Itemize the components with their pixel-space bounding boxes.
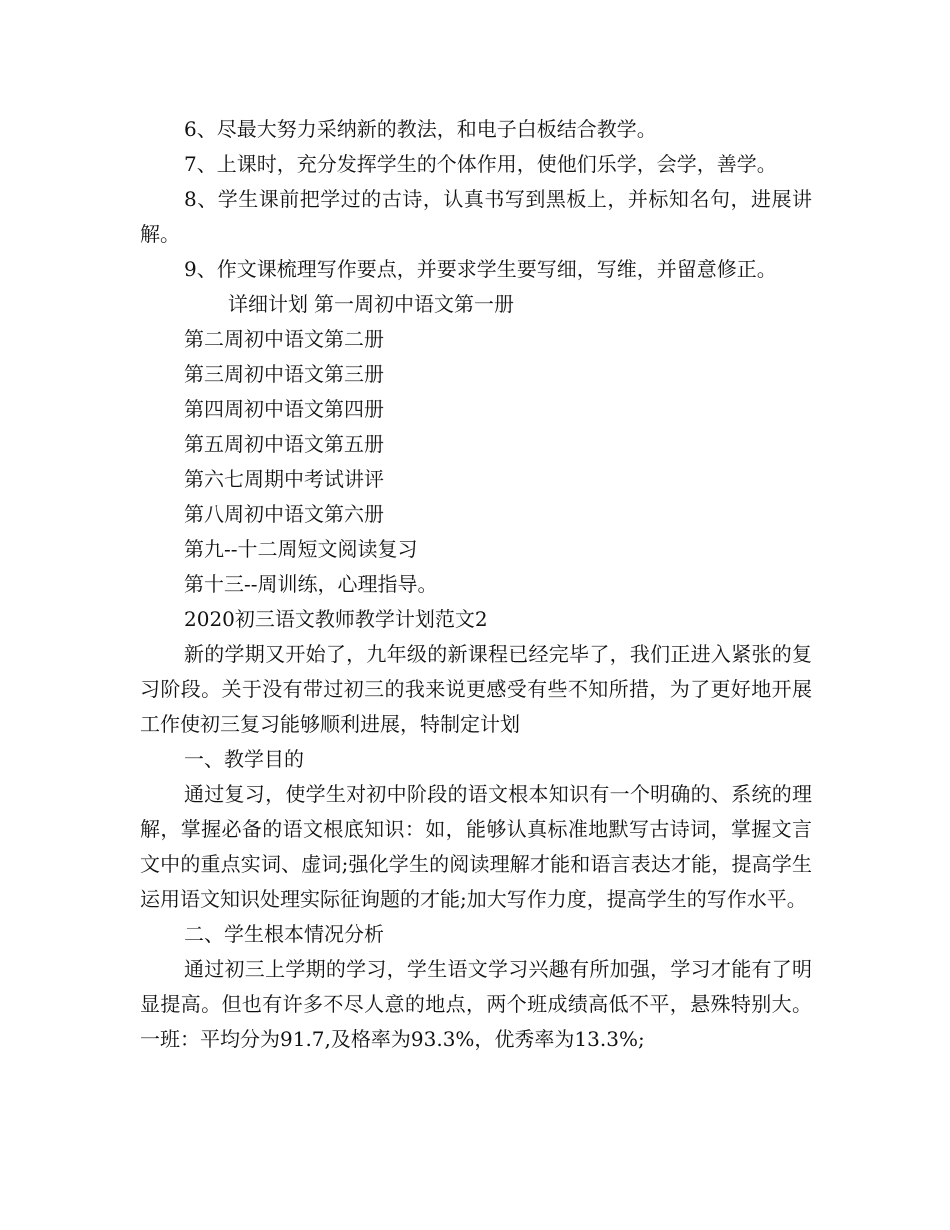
- paragraph-item-8: 8、学生课前把学过的古诗，认真书写到黑板上，并标知名句，进展讲解。: [140, 187, 812, 246]
- plan-week-4: 第四周初中语文第四册: [184, 397, 384, 421]
- plan-row: [140, 287, 812, 322]
- analysis-paragraph: 通过初三上学期的学习，学生语文学习兴趣有所加强，学习才能有了明显提高。但也有许多不尽人意的地点，两个班成绩高低不平，悬殊特别大。一班：平均分为91.7,及格率为93.3%，优秀率为13.3%;: [140, 957, 812, 1051]
- plan-week-3: 第三周初中语文第三册: [184, 362, 384, 386]
- heading-teaching-goal: 一、教学目的: [184, 747, 304, 771]
- plan-week-8: 第八周初中语文第六册: [184, 502, 384, 526]
- plan-week-1: 第一周初中语文第一册: [314, 292, 514, 316]
- intro-paragraph: 新的学期又开始了，九年级的新课程已经完毕了，我们正进入紧张的复习阶段。关于没有带过初三的我来说更感受有些不知所措，为了更好地开展工作使初三复习能够顺利进展，特制定计划: [140, 642, 812, 736]
- goal-paragraph: 通过复习，使学生对初中阶段的语文根本知识有一个明确的、系统的理解，掌握必备的语文根底知识：如，能够认真标准地默写古诗词，掌握文言文中的重点实词、虚词;强化学生的阅读理解才能和语言表达才能，提高学生运用语文知识处理实际征询题的才能;加大写作力度，提高学生的写作水平。: [140, 782, 812, 911]
- plan-week-13: 第十三--周训练，心理指导。: [184, 572, 438, 596]
- plan-week-6-7: 第六七周期中考试讲评: [184, 467, 384, 491]
- plan-week-2: 第二周初中语文第二册: [184, 327, 384, 351]
- plan-label: 详细计划: [228, 292, 308, 316]
- section-title: 2020初三语文教师教学计划范文2: [184, 607, 488, 631]
- plan-week-9-12: 第九--十二周短文阅读复习: [184, 537, 418, 561]
- document-body: [140, 112, 812, 1057]
- paragraph-item-6: 6、尽最大努力采纳新的教法，和电子白板结合教学。: [184, 117, 657, 141]
- paragraph-item-7: 7、上课时，充分发挥学生的个体作用，使他们乐学，会学，善学。: [184, 152, 777, 176]
- heading-student-analysis: 二、学生根本情况分析: [184, 922, 384, 946]
- plan-week-5: 第五周初中语文第五册: [184, 432, 384, 456]
- paragraph-item-9: 9、作文课梳理写作要点，并要求学生要写细，写维，并留意修正。: [184, 257, 777, 281]
